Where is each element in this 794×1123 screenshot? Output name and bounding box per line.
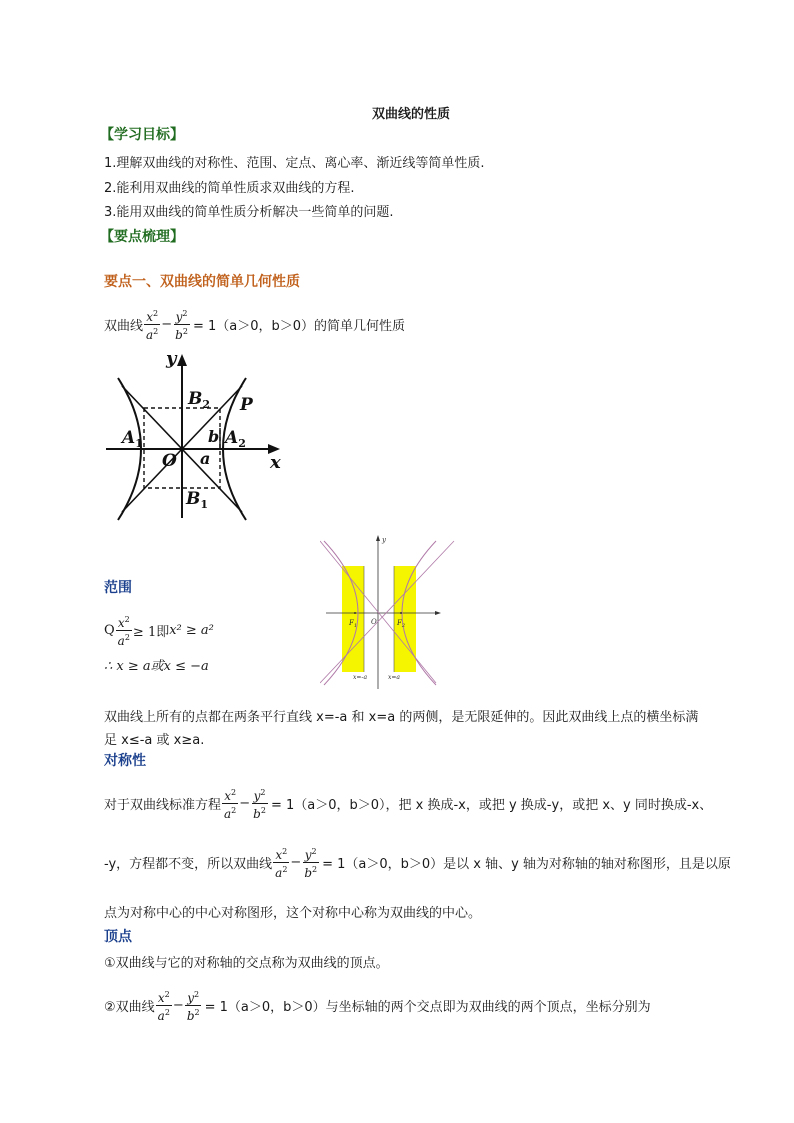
symmetry-heading: 对称性 bbox=[104, 753, 146, 769]
y2-over-b2: $\frac{y^2}{b^2}$ bbox=[304, 847, 318, 880]
x2-over-a2: $\frac{x^2}{a^2}$ bbox=[157, 990, 170, 1023]
minus-sign: − bbox=[161, 317, 173, 332]
x2-over-a2: $\frac{x^2}{a^2}$ bbox=[275, 847, 288, 880]
range-heading: 范围 bbox=[104, 580, 132, 596]
right-line-label: x=a bbox=[388, 674, 400, 681]
intro-suffix: = 1（a＞0，b＞0）的简单几何性质 bbox=[192, 319, 406, 334]
a-label: a bbox=[200, 449, 211, 468]
range-mid: ≥ 1即 bbox=[132, 625, 170, 640]
left-line-label: x=-a bbox=[353, 674, 368, 681]
y2-over-b2: $\frac{y^2}{b^2}$ bbox=[186, 990, 200, 1023]
focus-f1-label: $F_1$ bbox=[349, 619, 358, 629]
x-axis-label: x bbox=[270, 452, 281, 473]
origin-label: O bbox=[162, 451, 177, 471]
hyperbola-figure bbox=[100, 348, 290, 523]
y2-over-b2: $\frac{y^2}{b^2}$ bbox=[175, 309, 188, 342]
vertex-b2-label: $B_2$ bbox=[188, 389, 211, 411]
range-para-line2: 足 x≤-a 或 x≥a. bbox=[104, 733, 205, 748]
range-line1 bbox=[104, 613, 214, 648]
vertex-a2-label: $A_2$ bbox=[225, 428, 246, 450]
vertex-a1-label: $A_1$ bbox=[122, 428, 143, 450]
y2-over-b2: $\frac{y^2}{b^2}$ bbox=[253, 788, 266, 821]
goal-item: 1.理解双曲线的对称性、范围、定点、离心率、渐近线等简单性质. bbox=[104, 156, 485, 171]
intro-prefix: 双曲线 bbox=[104, 319, 144, 334]
point1-heading: 要点一、双曲线的简单几何性质 bbox=[104, 274, 300, 290]
vertex-p2: ②双曲线 $\frac{x^2}{a^2}$ − $\frac{y^2}{b^2}$ = 1（a＞0，b＞0）与坐标轴的两个交点即为双曲线的两个顶点，坐标分别为 bbox=[104, 990, 651, 1023]
vertex-b1-label: $B_1$ bbox=[186, 489, 209, 511]
x2-over-a2: $\frac{x^2}{a^2}$ bbox=[146, 309, 159, 342]
asymptote bbox=[320, 541, 454, 683]
y-axis-arrow bbox=[376, 535, 380, 541]
symmetry-line3: 点为对称中心的中心对称图形，这个对称中心称为双曲线的中心。 bbox=[104, 906, 482, 921]
y-axis-label: y bbox=[166, 348, 177, 369]
page-title: 双曲线的性质 bbox=[372, 107, 451, 122]
range-line2: ∴ x ≥ a或x ≤ −a bbox=[104, 659, 209, 674]
goal-item: 2.能利用双曲线的简单性质求双曲线的方程. bbox=[104, 181, 355, 196]
points-heading: 【要点梳理】 bbox=[100, 229, 184, 245]
symmetry-line2: -y，方程都不变，所以双曲线 $\frac{x^2}{a^2}$ − $\frac{y^2}{b^2}$ = 1（a＞0，b＞0）是以 x 轴、y 轴为对称轴的轴对称图形，且是以原 bbox=[104, 847, 731, 880]
x-axis-arrow bbox=[435, 611, 441, 615]
q-symbol: Q bbox=[104, 623, 115, 638]
point-p-label: P bbox=[240, 395, 253, 415]
symmetry-line1: 对于双曲线标准方程 $\frac{x^2}{a^2}$ − $\frac{y^2}{b^2}$ = 1（a＞0，b＞0），把 x 换成-x，或把 y 换成-y，或把 x、y 同时换成-x、 bbox=[104, 788, 713, 821]
range-result: x² ≥ a² bbox=[169, 623, 214, 638]
vertex-p1: ①双曲线与它的对称轴的交点称为双曲线的顶点。 bbox=[104, 956, 389, 971]
origin-label: O bbox=[371, 618, 377, 626]
x2-over-a2: $\frac{x^2}{a^2}$ bbox=[117, 615, 130, 648]
y-axis-label: y bbox=[382, 536, 386, 544]
goals-heading: 【学习目标】 bbox=[100, 127, 184, 143]
goal-item: 3.能用双曲线的简单性质分析解决一些简单的问题. bbox=[104, 205, 394, 220]
vertex-heading: 顶点 bbox=[104, 929, 132, 945]
y-axis-arrow bbox=[177, 354, 187, 366]
range-figure bbox=[320, 533, 460, 693]
focus-f2-label: $F_2$ bbox=[397, 619, 406, 629]
x2-over-a2: $\frac{x^2}{a^2}$ bbox=[224, 788, 237, 821]
range-para-line1: 双曲线上所有的点都在两条平行直线 x=-a 和 x=a 的两侧，是无限延伸的。因此双曲线上点的横坐标满 bbox=[104, 710, 699, 725]
b-label: b bbox=[208, 427, 220, 446]
intro-line bbox=[104, 307, 405, 342]
